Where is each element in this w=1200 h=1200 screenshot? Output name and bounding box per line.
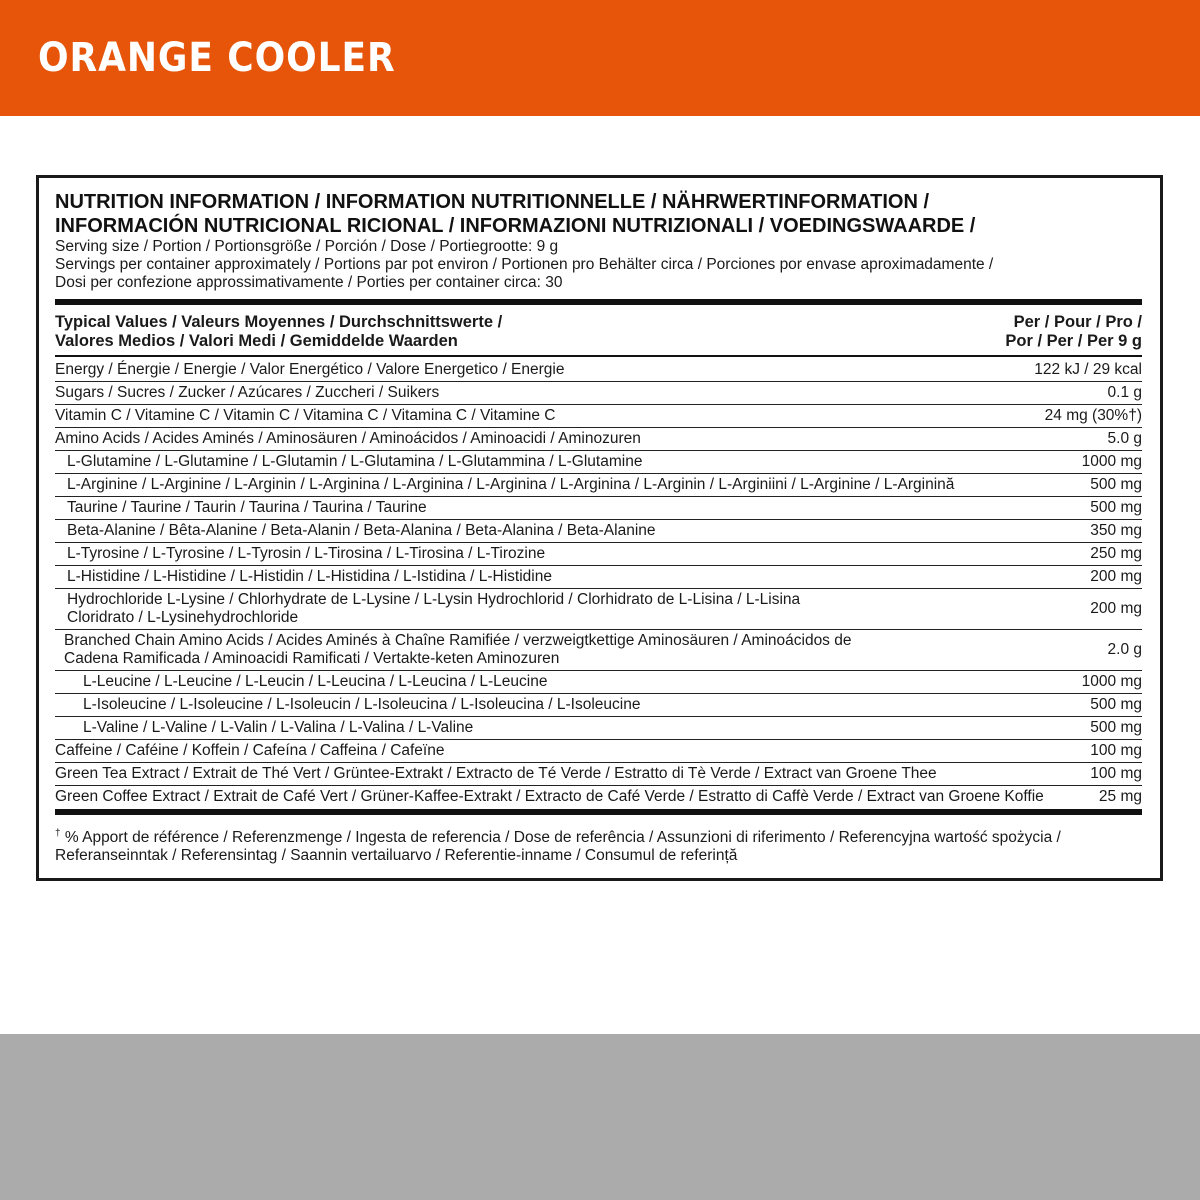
row-value: 200 mg — [1090, 600, 1142, 617]
column-header — [55, 305, 1142, 351]
row-label: L-Leucine / L-Leucine / L-Leucin / L-Leucina / L-Leucina / L-Leucine — [83, 673, 548, 690]
table-row — [55, 786, 1142, 808]
column-header-per — [1005, 313, 1142, 351]
row-value: 100 mg — [1090, 742, 1142, 759]
row-label: Taurine / Taurine / Taurin / Taurina / Taurina / Taurine — [67, 499, 427, 516]
row-label: Green Coffee Extract / Extrait de Café Vert / Grüner-Kaffee-Extrakt / Extracto de Café Verde / Estratto di Caffè Verde / Extract van Groene Koffie — [55, 788, 1044, 805]
row-value: 500 mg — [1090, 719, 1142, 736]
column-header-line: Per / Pour / Pro / — [1013, 313, 1142, 331]
column-header-line: Typical Values / Valeurs Moyennes / Durchschnittswerte / — [55, 313, 503, 331]
row-label: Caffeine / Caféine / Koffein / Cafeína / Caffeina / Cafeïne — [55, 742, 445, 759]
row-value: 1000 mg — [1081, 673, 1142, 690]
servings-per-container-cont: Dosi per confezione approssimativamente / Porties per container circa: 30 — [55, 274, 563, 291]
row-value: 2.0 g — [1107, 641, 1142, 658]
nutrition-title-line: NUTRITION INFORMATION / INFORMATION NUTRITIONNELLE / NÄHRWERTINFORMATION / — [55, 191, 929, 213]
footnote — [55, 825, 1142, 865]
table-row — [55, 428, 1142, 451]
column-header-line: Por / Per / Per 9 g — [1005, 332, 1142, 350]
table-row — [55, 543, 1142, 566]
row-value: 200 mg — [1090, 568, 1142, 585]
nutrition-panel — [36, 175, 1163, 881]
row-value: 250 mg — [1090, 545, 1142, 562]
row-value: 25 mg — [1098, 788, 1142, 805]
row-label: Green Tea Extract / Extrait de Thé Vert / Grüntee-Extrakt / Extracto de Té Verde / Estratto di Tè Verde / Extract van Groene Thee — [55, 765, 937, 782]
column-header-values — [55, 313, 502, 351]
row-label: Sugars / Sucres / Zucker / Azúcares / Zuccheri / Suikers — [55, 384, 440, 401]
row-label: L-Histidine / L-Histidine / L-Histidin / L-Histidina / L-Istidina / L-Histidine — [67, 568, 552, 585]
row-value: 500 mg — [1090, 696, 1142, 713]
nutrition-rows — [55, 357, 1142, 808]
table-row — [55, 357, 1142, 382]
table-row — [55, 630, 1142, 671]
row-value: 0.1 g — [1107, 384, 1142, 401]
product-title: ORANGE COOLER — [38, 35, 396, 81]
row-value: 122 kJ / 29 kcal — [1034, 361, 1142, 378]
nutrition-panel-content — [55, 190, 1142, 865]
footer-bar — [0, 1034, 1200, 1200]
divider — [55, 809, 1142, 815]
row-value: 5.0 g — [1107, 430, 1142, 447]
table-row — [55, 763, 1142, 786]
table-row — [55, 520, 1142, 543]
table-row — [55, 694, 1142, 717]
table-row — [55, 451, 1142, 474]
row-label: L-Valine / L-Valine / L-Valin / L-Valina / L-Valina / L-Valine — [83, 719, 474, 736]
row-label: Branched Chain Amino Acids / Acides Aminés à Chaîne Ramifiée / verzweigtkettige Aminosäuren / Aminoácidos de Cadena Ramificada / Aminoacidi Ramificati / Vertakte-keten Aminozuren — [64, 632, 852, 667]
header-bar — [0, 0, 1200, 116]
table-row — [55, 589, 1142, 630]
row-label: Vitamin C / Vitamine C / Vitamin C / Vitamina C / Vitamina C / Vitamine C — [55, 407, 556, 424]
footnote-mark: † — [55, 828, 61, 839]
row-label: L-Arginine / L-Arginine / L-Arginin / L-Arginina / L-Arginina / L-Arginina / L-Arginina / L-Arginin / L-Arginiini / L-Arginine / L-Arginină — [67, 476, 955, 493]
table-row — [55, 717, 1142, 740]
table-row — [55, 740, 1142, 763]
row-label: Amino Acids / Acides Aminés / Aminosäuren / Aminoácidos / Aminoacidi / Aminozuren — [55, 430, 641, 447]
table-row — [55, 566, 1142, 589]
row-value: 350 mg — [1090, 522, 1142, 539]
row-label: Hydrochloride L-Lysine / Chlorhydrate de L-Lysine / L-Lysin Hydrochlorid / Clorhidrato de L-Lisina / L-Lisina Cloridrato / L-Lysinehydrochloride — [67, 591, 801, 626]
row-label: Energy / Énergie / Energie / Valor Energético / Valore Energetico / Energie — [55, 361, 565, 378]
row-value: 500 mg — [1090, 476, 1142, 493]
serving-size: Serving size / Portion / Portionsgröße / Porción / Dose / Portiegrootte: 9 g — [55, 238, 559, 255]
table-row — [55, 382, 1142, 405]
row-label: Beta-Alanine / Bêta-Alanine / Beta-Alanin / Beta-Alanina / Beta-Alanina / Beta-Alanine — [67, 522, 656, 539]
table-row — [55, 474, 1142, 497]
row-label: L-Glutamine / L-Glutamine / L-Glutamin / L-Glutamina / L-Glutammina / L-Glutamine — [67, 453, 643, 470]
table-row — [55, 405, 1142, 428]
row-value: 1000 mg — [1081, 453, 1142, 470]
row-value: 500 mg — [1090, 499, 1142, 516]
column-header-line: Valores Medios / Valori Medi / Gemiddelde Waarden — [55, 332, 458, 350]
table-row — [55, 671, 1142, 694]
servings-per-container: Servings per container approximately / Portions par pot environ / Portionen pro Behälter circa / Porciones por envase aproximadamente / — [55, 256, 994, 273]
footnote-text: % Apport de référence / Referenzmenge / Ingesta de referencia / Dose de referência / Assunzioni di riferimento / Referencyjna wartość spożycia / Referanseinntak / Referensintag / Saannin vertailuarvo / Referentie-inname / Consumul de referință — [55, 829, 1061, 865]
table-row — [55, 497, 1142, 520]
row-value: 24 mg (30%†) — [1044, 407, 1142, 424]
row-value: 100 mg — [1090, 765, 1142, 782]
nutrition-title-line: INFORMACIÓN NUTRICIONAL RICIONAL / INFORMAZIONI NUTRIZIONALI / VOEDINGSWAARDE / — [55, 215, 976, 237]
row-label: L-Isoleucine / L-Isoleucine / L-Isoleucin / L-Isoleucina / L-Isoleucina / L-Isoleucine — [83, 696, 641, 713]
row-label: L-Tyrosine / L-Tyrosine / L-Tyrosin / L-Tirosina / L-Tirosina / L-Tirozine — [67, 545, 546, 562]
